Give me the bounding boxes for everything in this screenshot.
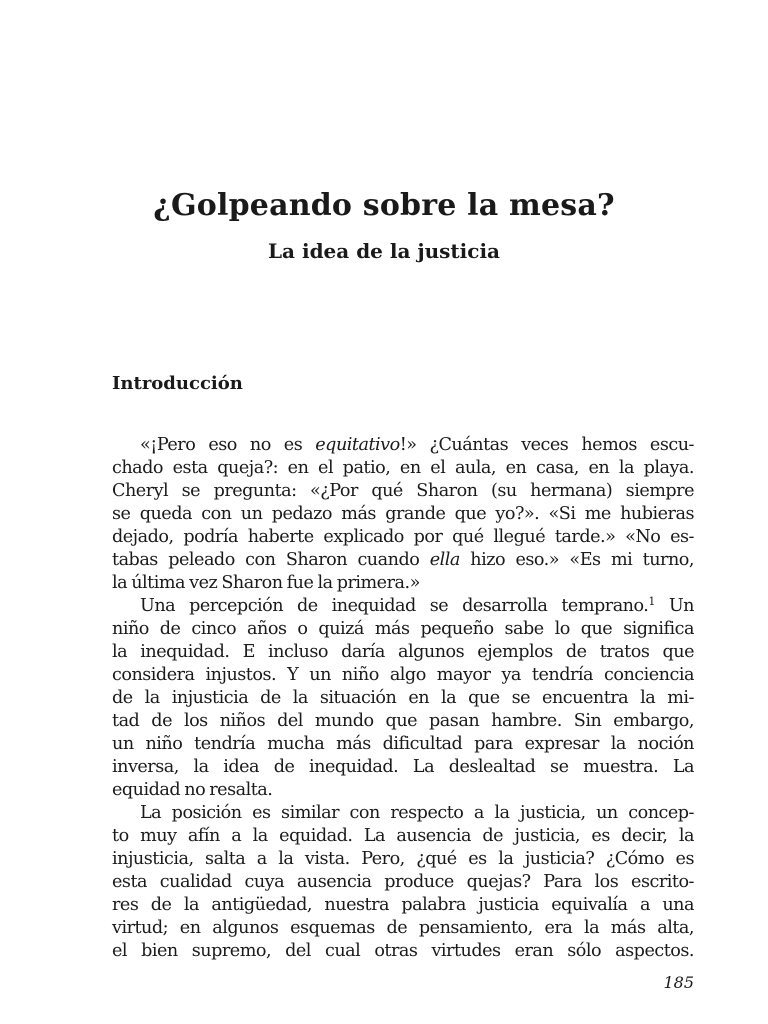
text-run: de la injusticia de la situación en la que se encuentra la mi- (112, 688, 694, 708)
text-run: Cheryl se pregunta: «¿Por qué Sharon (su hermana) siempre (112, 481, 694, 501)
emphasis-text: equitativo (315, 435, 400, 455)
body-line (112, 733, 694, 756)
body-line (112, 940, 694, 963)
body-line (140, 802, 694, 825)
text-run: niño de cinco años o quizá más pequeño sabe lo que significa (112, 619, 694, 639)
body-line (112, 687, 694, 710)
text-run: un niño tendría mucha más dificultad para expresar la noción (112, 734, 694, 754)
body-line (112, 618, 694, 641)
text-run: considera injustos. Y un niño algo mayor ya tendría conciencia (112, 665, 694, 685)
body-line (112, 825, 694, 848)
text-run: injusticia, salta a la vista. Pero, ¿qué es la justicia? ¿Cómo es (112, 849, 694, 869)
body-line (112, 848, 694, 871)
page-number: 185 (663, 973, 694, 992)
text-run: La posición es similar con respecto a la justicia, un concep- (140, 803, 694, 823)
text-run: Un (654, 596, 694, 616)
text-run: «¡Pero eso no es (140, 435, 316, 455)
body-line (112, 526, 694, 549)
body-line (112, 572, 694, 595)
text-run: tabas peleado con Sharon cuando (112, 550, 430, 570)
body-line (112, 871, 694, 894)
text-run: !» ¿Cuántas veces hemos escu- (399, 435, 694, 455)
text-run: tad de los niños del mundo que pasan hambre. Sin embargo, (112, 711, 694, 731)
body-line (112, 641, 694, 664)
section-heading: Introducción (112, 373, 243, 394)
body-line (140, 434, 694, 457)
body-line (112, 480, 694, 503)
body-line (140, 595, 694, 618)
text-run: dejado, podría haberte explicado por qué llegué tarde.» «No es- (112, 527, 694, 547)
text-run: to muy afín a la equidad. La ausencia de justicia, es decir, la (112, 826, 694, 846)
footnote-marker[interactable]: 1 (648, 595, 655, 608)
chapter-subtitle: La idea de la justicia (267, 239, 500, 263)
text-run: la última vez Sharon fue la primera.» (112, 573, 420, 593)
body-line (112, 457, 694, 480)
body-line (112, 756, 694, 779)
body-line (112, 664, 694, 687)
body-line (112, 917, 694, 940)
text-run: virtud; en algunos esquemas de pensamiento, era la más alta, (112, 918, 694, 938)
text-run: inversa, la idea de inequidad. La deslealtad se muestra. La (112, 757, 694, 777)
text-run: equidad no resalta. (112, 780, 273, 800)
text-run: la inequidad. E incluso daría algunos ejemplos de tratos que (112, 642, 694, 662)
text-run: chado esta queja?: en el patio, en el aula, en casa, en la playa. (112, 458, 694, 478)
text-run: Una percepción de inequidad se desarrolla temprano. (140, 596, 649, 616)
text-run: res de la antigüedad, nuestra palabra justicia equivalía a una (112, 895, 694, 915)
body-line (112, 894, 694, 917)
body-line (112, 549, 694, 572)
emphasis-text: ella (429, 550, 460, 570)
chapter-title: ¿Golpeando sobre la mesa? (153, 188, 615, 223)
text-run: hizo eso.» «Es mi turno, (459, 550, 694, 570)
body-line (112, 710, 694, 733)
text-run: esta cualidad cuya ausencia produce quejas? Para los escrito- (112, 872, 694, 892)
body-line (112, 779, 694, 802)
body-line (112, 503, 694, 526)
text-run: el bien supremo, del cual otras virtudes eran sólo aspectos. (112, 941, 694, 961)
text-run: se queda con un pedazo más grande que yo?». «Si me hubieras (112, 504, 694, 524)
